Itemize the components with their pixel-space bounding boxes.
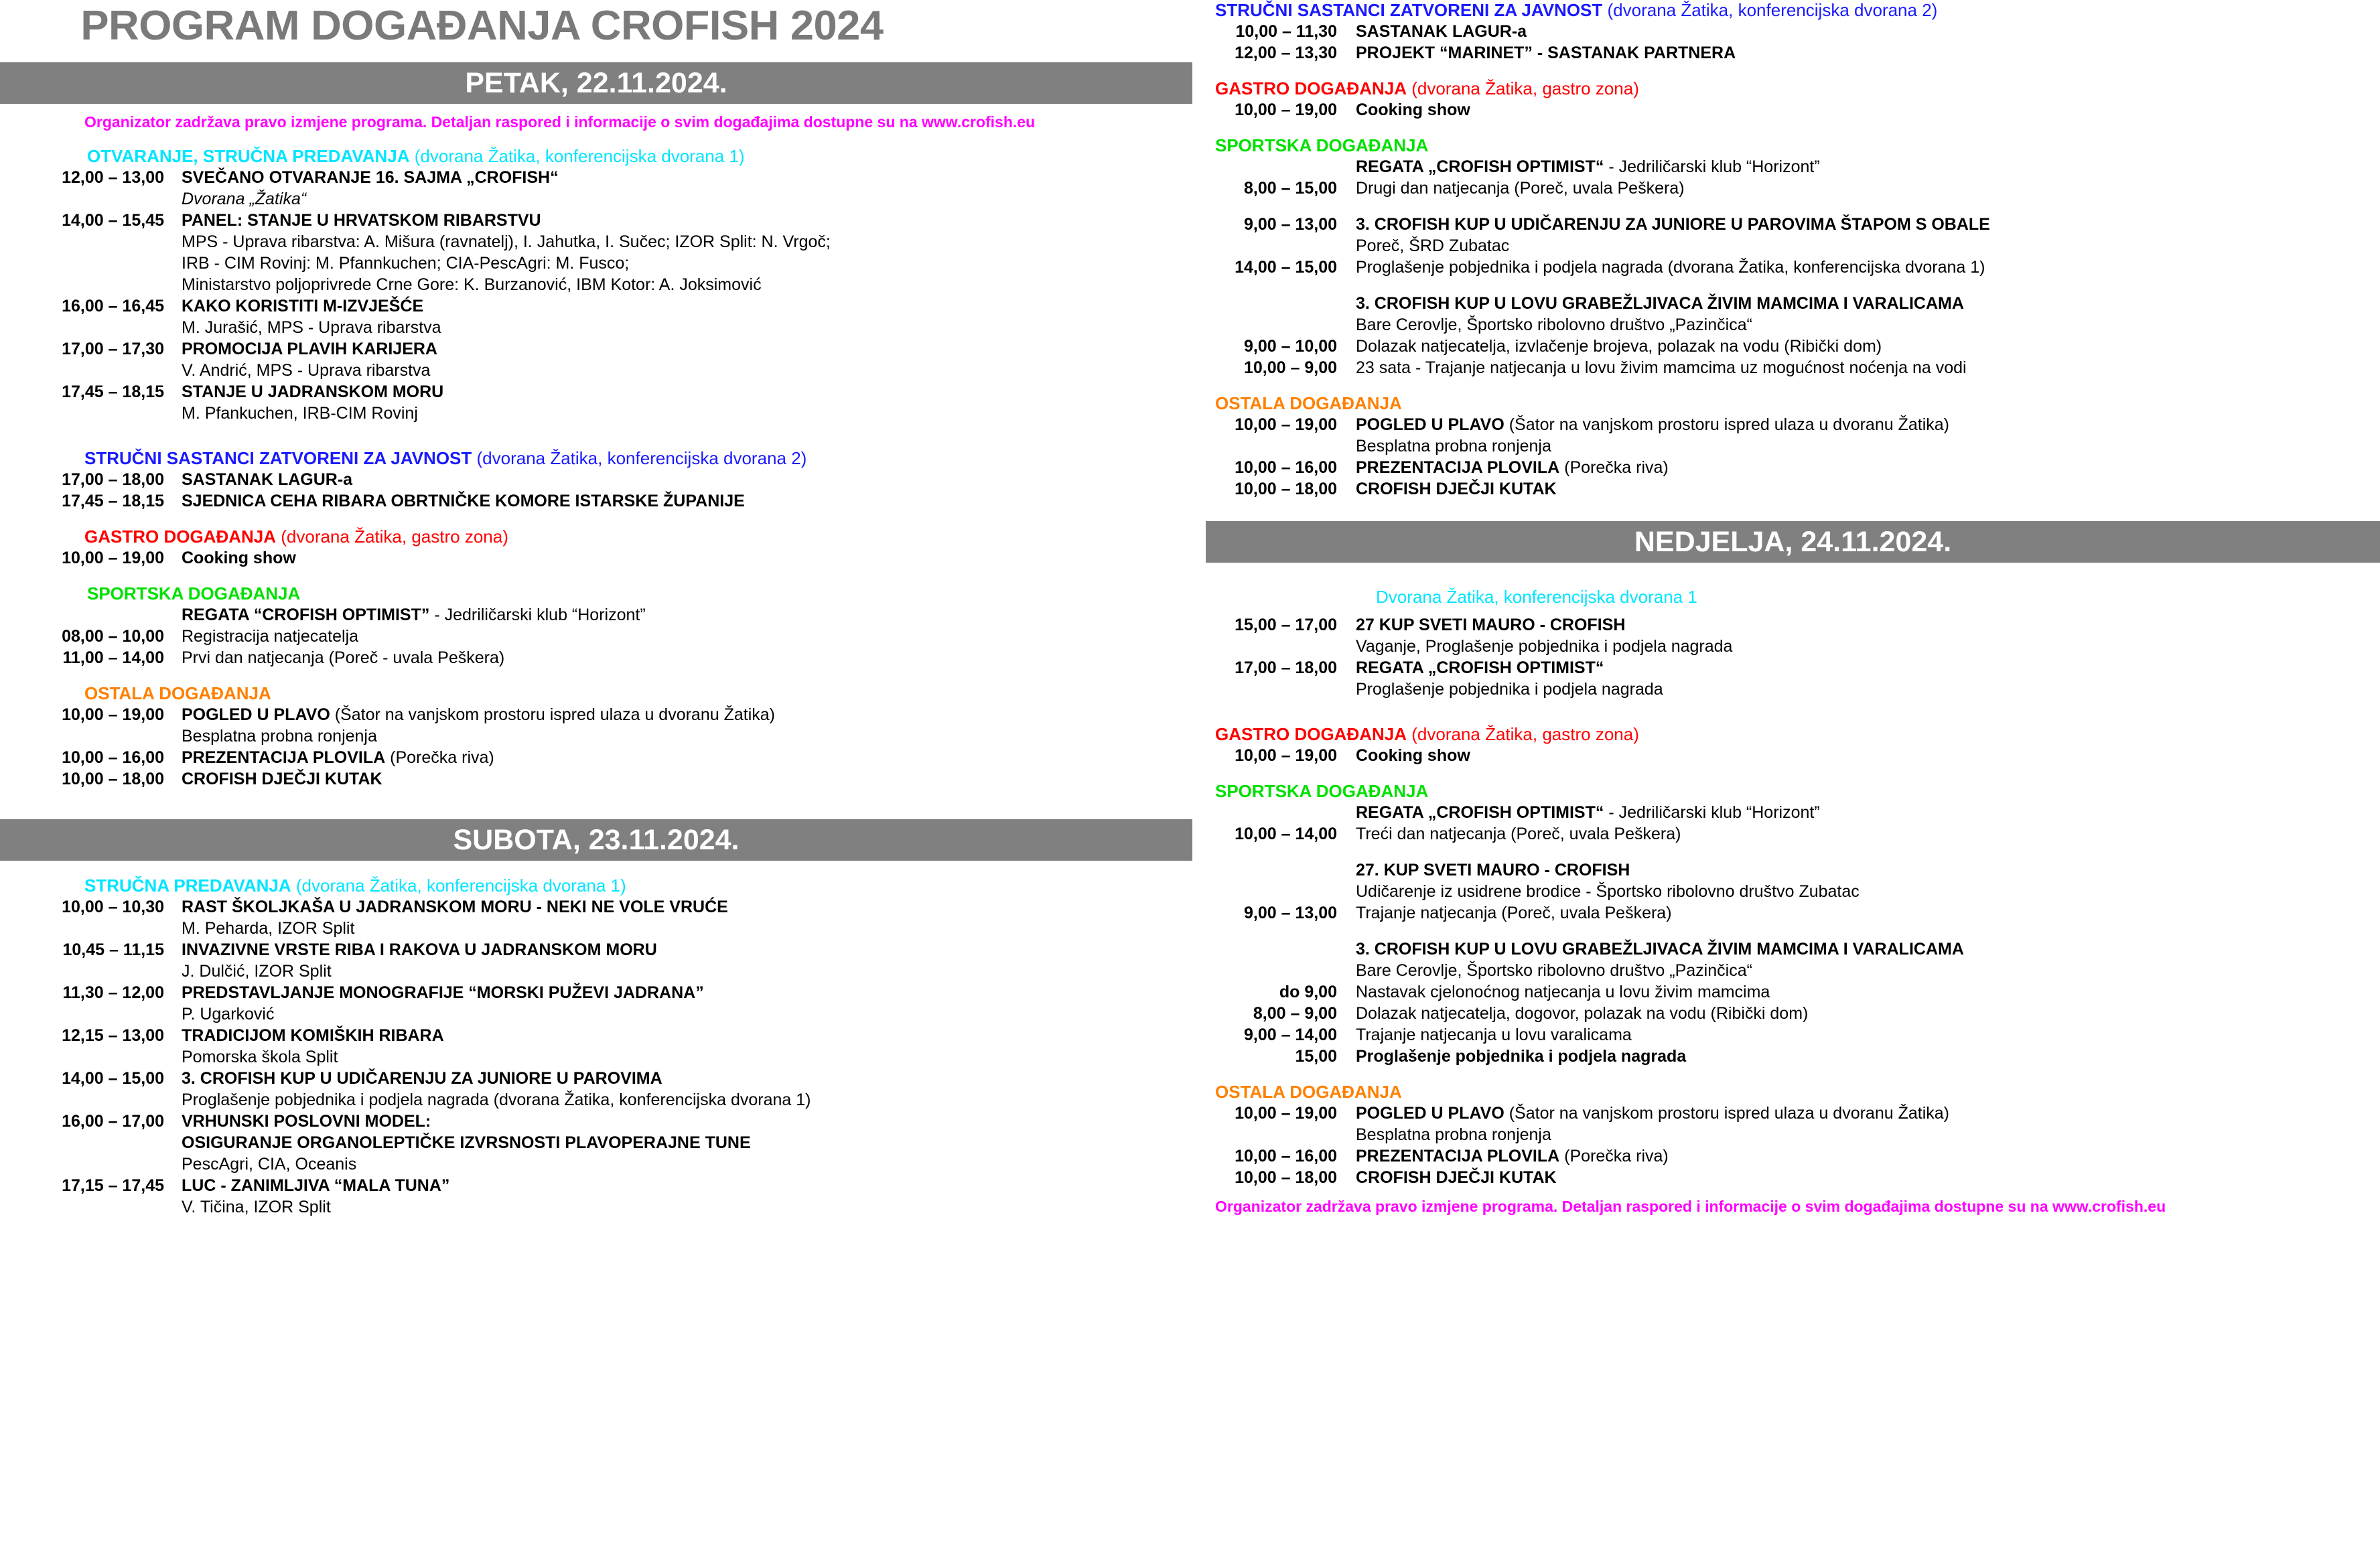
schedule-row — [0, 547, 1206, 569]
day-header-friday: PETAK, 22.11.2024. — [0, 62, 1192, 104]
section-label: STRUČNA PREDAVANJA — [84, 875, 291, 896]
schedule-row — [1206, 960, 2380, 981]
section-heading-sportska-friday — [0, 583, 1206, 604]
schedule-description: RAST ŠKOLJKAŠA U JADRANSKOM MORU - NEKI NE VOLE VRUĆE — [182, 898, 728, 917]
section-heading-sportska-sunday — [1206, 781, 2380, 802]
schedule-row — [1206, 636, 2380, 657]
schedule-description: Drugi dan natjecanja (Poreč, uvala Peškera) — [1356, 179, 1685, 198]
section-label: STRUČNI SASTANCI ZATVORENI ZA JAVNOST — [1215, 0, 1603, 20]
schedule-row — [0, 725, 1206, 747]
schedule-description: IRB - CIM Rovinj: M. Pfannkuchen; CIA-PescAgri: M. Fusco; — [182, 254, 630, 273]
day-header-sunday: NEDJELJA, 24.11.2024. — [1206, 521, 2380, 563]
schedule-time: 10,00 – 19,00 — [1235, 100, 1337, 119]
section-venue: (dvorana Žatika, konferencijska dvorana 2) — [472, 448, 807, 469]
schedule-description: Besplatna probna ronjenja — [1356, 437, 1551, 455]
schedule-description-detail: (Šator na vanjskom prostoru ispred ulaza u dvoranu Žatika) — [1504, 415, 1949, 434]
schedule-description: Nastavak cjelonoćnog natjecanja u lovu živim mamcima — [1356, 983, 1770, 1001]
schedule-description: Pomorska škola Split — [182, 1048, 338, 1067]
section-label: GASTRO DOGAĐANJA — [1215, 724, 1407, 744]
schedule-row — [0, 1025, 1206, 1046]
schedule-row — [1206, 657, 2380, 679]
schedule-row — [0, 1153, 1206, 1175]
schedule-description-detail: (Porečka riva) — [1559, 1147, 1669, 1166]
saturday-ostala-rows — [1206, 414, 2380, 500]
section-label: GASTRO DOGAĐANJA — [1215, 78, 1407, 98]
schedule-row — [1206, 745, 2380, 766]
schedule-description — [164, 604, 1206, 626]
schedule-description: Dolazak natjecatelja, izvlačenje brojeva, polazak na vodu (Ribički dom) — [1356, 337, 1882, 356]
section-label: SPORTSKA DOGAĐANJA — [1215, 781, 1429, 801]
schedule-row — [1206, 336, 2380, 357]
schedule-time: 10,00 – 19,00 — [1235, 746, 1337, 765]
schedule-description-title: PREZENTACIJA PLOVILA — [1356, 1147, 1560, 1166]
saturday-predavanja-rows — [0, 896, 1206, 1218]
section-heading-gastro-friday — [0, 526, 1206, 547]
schedule-time: 15,00 — [1295, 1047, 1337, 1066]
schedule-time: 8,00 – 9,00 — [1253, 1004, 1337, 1023]
schedule-row — [1206, 478, 2380, 500]
schedule-row — [1206, 414, 2380, 435]
schedule-time: 9,00 – 13,00 — [1243, 904, 1337, 922]
schedule-description: V. Andrić, MPS - Uprava ribarstva — [182, 361, 431, 380]
section-heading-sportska-saturday — [1206, 135, 2380, 156]
schedule-description-detail: - Jedriličarski klub “Horizont” — [1604, 803, 1820, 822]
schedule-description: 3. CROFISH KUP U LOVU GRABEŽLJIVACA ŽIVIM MAMCIMA I VARALICAMA — [1356, 294, 1964, 313]
schedule-row — [1206, 902, 2380, 924]
schedule-description-title: REGATA „CROFISH OPTIMIST“ — [1356, 803, 1604, 822]
section-heading-dvorana-zatika — [1206, 587, 2380, 608]
schedule-row — [1206, 178, 2380, 199]
schedule-description: INVAZIVNE VRSTE RIBA I RAKOVA U JADRANSKOM MORU — [182, 940, 657, 960]
schedule-description — [1337, 457, 2380, 478]
schedule-description: LUC - ZANIMLJIVA “MALA TUNA” — [182, 1176, 450, 1196]
schedule-time: 10,45 – 11,15 — [62, 940, 164, 960]
schedule-time: 10,00 – 19,00 — [1235, 415, 1337, 434]
schedule-description: Vaganje, Proglašenje pobjednika i podjela nagrada — [1356, 637, 1733, 656]
schedule-row — [1206, 457, 2380, 478]
schedule-time: 14,00 – 15,45 — [62, 211, 164, 230]
row-spacer — [1206, 924, 2380, 938]
schedule-description: TRADICIJOM KOMIŠKIH RIBARA — [182, 1026, 444, 1046]
schedule-description-detail: (Šator na vanjskom prostoru ispred ulaza u dvoranu Žatika) — [1504, 1104, 1949, 1123]
saturday-sportska-rows — [1206, 156, 2380, 378]
schedule-description: Proglašenje pobjednika i podjela nagrada — [1356, 680, 1663, 699]
schedule-row — [0, 381, 1206, 403]
schedule-time: 15,00 – 17,00 — [1235, 616, 1337, 634]
section-label: SPORTSKA DOGAĐANJA — [1215, 135, 1429, 155]
schedule-row — [1206, 214, 2380, 235]
section-heading-strucni-sastanci-saturday — [1206, 0, 2380, 21]
schedule-row — [0, 167, 1206, 188]
schedule-time: 17,00 – 18,00 — [62, 470, 164, 490]
schedule-row — [1206, 881, 2380, 902]
schedule-row — [1206, 679, 2380, 700]
section-venue: (dvorana Žatika, konferencijska dvorana 1) — [409, 146, 745, 167]
schedule-description-detail: (Šator na vanjskom prostoru ispred ulaza u dvoranu Žatika) — [330, 705, 775, 725]
schedule-row — [0, 1196, 1206, 1218]
schedule-description: Proglašenje pobjednika i podjela nagrada — [1356, 1047, 1687, 1066]
schedule-time: 17,00 – 17,30 — [62, 340, 164, 359]
schedule-row — [0, 274, 1206, 295]
schedule-description: 27 KUP SVETI MAURO - CROFISH — [1356, 616, 1626, 634]
schedule-row — [1206, 235, 2380, 257]
schedule-row — [1206, 859, 2380, 881]
saturday-gastro-rows — [1206, 99, 2380, 121]
right-column — [1206, 0, 2380, 1552]
schedule-time: 10,00 – 19,00 — [1235, 1104, 1337, 1123]
schedule-time: 10,00 – 18,00 — [1235, 480, 1337, 498]
section-venue: (dvorana Žatika, konferencijska dvorana 2) — [1602, 0, 1938, 20]
program-notice-top: Organizator zadržava pravo izmjene programa. Detaljan raspored i informacije o svim događajima dostupne su na www.crofish.eu — [84, 113, 1036, 131]
section-heading-ostala-sunday — [1206, 1082, 2380, 1103]
schedule-description: Cooking show — [182, 549, 296, 568]
schedule-time: 08,00 – 10,00 — [62, 627, 164, 646]
schedule-row — [1206, 614, 2380, 636]
schedule-description: J. Dulčić, IZOR Split — [182, 962, 332, 981]
schedule-description — [1337, 414, 2380, 435]
schedule-description: Cooking show — [1356, 746, 1470, 765]
schedule-row — [0, 317, 1206, 338]
schedule-row — [1206, 823, 2380, 845]
schedule-row — [1206, 1024, 2380, 1046]
schedule-row — [1206, 981, 2380, 1003]
schedule-description-title: POGLED U PLAVO — [1356, 1104, 1504, 1123]
sunday-ostala-rows — [1206, 1103, 2380, 1188]
schedule-time: do 9,00 — [1279, 983, 1337, 1001]
schedule-description: Proglašenje pobjednika i podjela nagrada (dvorana Žatika, konferencijska dvorana 1) — [1356, 258, 1985, 277]
schedule-description: M. Pfankuchen, IRB-CIM Rovinj — [182, 404, 418, 423]
schedule-row — [1206, 1103, 2380, 1124]
schedule-time: 16,00 – 17,00 — [62, 1112, 164, 1131]
schedule-row — [1206, 293, 2380, 314]
schedule-row — [0, 704, 1206, 725]
schedule-description: PROJEKT “MARINET” - SASTANAK PARTNERA — [1356, 44, 1736, 62]
row-spacer — [1206, 278, 2380, 293]
schedule-time: 10,00 – 11,30 — [1235, 22, 1337, 41]
schedule-description — [1337, 1103, 2380, 1124]
schedule-time: 10,00 – 14,00 — [1235, 825, 1337, 843]
schedule-row — [1206, 257, 2380, 278]
schedule-description — [1337, 156, 2380, 178]
section-label: GASTRO DOGAĐANJA — [84, 526, 277, 547]
schedule-description: VRHUNSKI POSLOVNI MODEL: — [182, 1112, 431, 1131]
schedule-description: Prvi dan natjecanja (Poreč - uvala Peškera) — [182, 648, 505, 668]
schedule-time: 10,00 – 19,00 — [62, 705, 164, 725]
schedule-time: 10,00 – 18,00 — [1235, 1168, 1337, 1187]
schedule-description: Bare Cerovlje, Športsko ribolovno društvo „Pazinčica“ — [1356, 315, 1752, 334]
schedule-row — [1206, 1167, 2380, 1188]
schedule-description: SJEDNICA CEHA RIBARA OBRTNIČKE KOMORE ISTARSKE ŽUPANIJE — [182, 492, 745, 511]
schedule-time: 11,00 – 14,00 — [62, 648, 164, 668]
schedule-time: 10,00 – 18,00 — [62, 770, 164, 789]
schedule-row — [0, 961, 1206, 982]
schedule-description-title: POGLED U PLAVO — [182, 705, 330, 725]
schedule-row — [0, 626, 1206, 647]
schedule-description: PREDSTAVLJANJE MONOGRAFIJE “MORSKI PUŽEVI JADRANA” — [182, 983, 704, 1003]
section-heading-ostala-saturday — [1206, 393, 2380, 414]
schedule-description: 23 sata - Trajanje natjecanja u lovu živim mamcima uz mogućnost noćenja na vodi — [1356, 358, 1967, 377]
schedule-row — [1206, 314, 2380, 336]
schedule-description: Udičarenje iz usidrene brodice - Športsko ribolovno društvo Zubatac — [1356, 882, 1860, 901]
friday-otvaranje-rows — [0, 167, 1206, 424]
schedule-row — [0, 647, 1206, 668]
schedule-description: REGATA „CROFISH OPTIMIST“ — [1356, 658, 1604, 677]
schedule-description: Poreč, ŠRD Zubatac — [1356, 236, 1510, 255]
schedule-row — [0, 231, 1206, 253]
schedule-description: PROMOCIJA PLAVIH KARIJERA — [182, 340, 437, 359]
schedule-time: 16,00 – 16,45 — [62, 297, 164, 316]
schedule-row — [0, 1089, 1206, 1111]
schedule-description-detail: - Jedriličarski klub “Horizont” — [1604, 157, 1820, 176]
section-venue: (dvorana Žatika, gastro zona) — [276, 526, 508, 547]
section-heading-strucna-predavanja — [0, 875, 1206, 896]
schedule-time: 10,00 – 16,00 — [62, 748, 164, 768]
schedule-row — [0, 896, 1206, 918]
schedule-row — [1206, 1046, 2380, 1067]
section-venue: (dvorana Žatika, konferencijska dvorana 1) — [291, 875, 626, 896]
schedule-row — [1206, 1145, 2380, 1167]
schedule-description: CROFISH DJEČJI KUTAK — [1356, 1168, 1557, 1187]
schedule-description: PescAgri, CIA, Oceanis — [182, 1155, 357, 1174]
schedule-description: CROFISH DJEČJI KUTAK — [182, 770, 382, 789]
section-heading-ostala-friday — [0, 683, 1206, 704]
section-label: OSTALA DOGAĐANJA — [1215, 393, 1402, 413]
section-venue: (dvorana Žatika, gastro zona) — [1407, 78, 1639, 98]
section-heading-gastro-sunday — [1206, 724, 2380, 745]
schedule-description: 27. KUP SVETI MAURO - CROFISH — [1356, 861, 1630, 879]
schedule-description-detail: - Jedriličarski klub “Horizont” — [429, 606, 646, 625]
section-label: SPORTSKA DOGAĐANJA — [87, 583, 301, 604]
section-label: OSTALA DOGAĐANJA — [1215, 1082, 1402, 1102]
schedule-row — [0, 469, 1206, 490]
sunday-gastro-rows — [1206, 745, 2380, 766]
schedule-description: Registracija natjecatelja — [182, 627, 359, 646]
schedule-description: CROFISH DJEČJI KUTAK — [1356, 480, 1557, 498]
schedule-row — [1206, 99, 2380, 121]
schedule-time: 17,45 – 18,15 — [62, 492, 164, 511]
schedule-time: 17,15 – 17,45 — [62, 1176, 164, 1196]
schedule-time: 12,15 – 13,00 — [62, 1026, 164, 1046]
schedule-description-title: PREZENTACIJA PLOVILA — [182, 748, 386, 768]
schedule-row — [1206, 42, 2380, 64]
sunday-dvorana-rows — [1206, 614, 2380, 700]
schedule-description: Ministarstvo poljoprivrede Crne Gore: K. Burzanović, IBM Kotor: A. Joksimović — [182, 275, 762, 295]
schedule-row — [0, 338, 1206, 360]
schedule-time: 17,45 – 18,15 — [62, 382, 164, 402]
schedule-row — [0, 747, 1206, 768]
schedule-description: STANJE U JADRANSKOM MORU — [182, 382, 444, 402]
schedule-description: Besplatna probna ronjenja — [182, 727, 377, 746]
schedule-description: MPS - Uprava ribarstva: A. Mišura (ravnatelj), I. Jahutka, I. Sučec; IZOR Split: N. Vrgoč; — [182, 232, 831, 252]
saturday-sastanci-rows — [1206, 21, 2380, 64]
schedule-description: Treći dan natjecanja (Poreč, uvala Peškera) — [1356, 825, 1681, 843]
friday-sastanci-rows — [0, 469, 1206, 512]
schedule-row — [0, 768, 1206, 790]
schedule-row — [0, 360, 1206, 381]
schedule-description: M. Peharda, IZOR Split — [182, 919, 355, 938]
schedule-time: 10,00 – 9,00 — [1243, 358, 1337, 377]
friday-ostala-rows — [0, 704, 1206, 790]
schedule-time: 14,00 – 15,00 — [62, 1069, 164, 1088]
schedule-time: 10,00 – 19,00 — [62, 549, 164, 568]
section-heading-strucni-sastanci-friday — [0, 448, 1206, 469]
schedule-description — [164, 704, 1206, 725]
schedule-description-title: POGLED U PLAVO — [1356, 415, 1504, 434]
schedule-row — [0, 939, 1206, 961]
schedule-row — [0, 604, 1206, 626]
schedule-description: Bare Cerovlje, Športsko ribolovno društvo „Pazinčica“ — [1356, 961, 1752, 980]
friday-gastro-rows — [0, 547, 1206, 569]
schedule-time: 9,00 – 14,00 — [1243, 1026, 1337, 1044]
schedule-row — [0, 1068, 1206, 1089]
schedule-time: 12,00 – 13,00 — [62, 168, 164, 188]
schedule-description-title: REGATA “CROFISH OPTIMIST” — [182, 606, 430, 625]
schedule-time: 17,00 – 18,00 — [1235, 658, 1337, 677]
schedule-row — [1206, 938, 2380, 960]
schedule-time: 9,00 – 13,00 — [1243, 215, 1337, 234]
schedule-time: 10,00 – 16,00 — [1235, 1147, 1337, 1166]
schedule-description: OSIGURANJE ORGANOLEPTIČKE IZVRSNOSTI PLAVOPERAJNE TUNE — [182, 1133, 751, 1153]
schedule-description: 3. CROFISH KUP U UDIČARENJU ZA JUNIORE U PAROVIMA ŠTAPOM S OBALE — [1356, 215, 1990, 234]
page-title: PROGRAM DOGAĐANJA CROFISH 2024 — [80, 3, 884, 49]
schedule-description: P. Ugarković — [182, 1005, 275, 1024]
schedule-row — [0, 1111, 1206, 1132]
schedule-description: 3. CROFISH KUP U LOVU GRABEŽLJIVACA ŽIVIM MAMCIMA I VARALICAMA — [1356, 940, 1964, 959]
schedule-description: Dolazak natjecatelja, dogovor, polazak na vodu (Ribički dom) — [1356, 1004, 1809, 1023]
schedule-description: Trajanje natjecanja u lovu varalicama — [1356, 1026, 1632, 1044]
schedule-time: 14,00 – 15,00 — [1235, 258, 1337, 277]
schedule-row — [1206, 156, 2380, 178]
schedule-description: V. Tičina, IZOR Split — [182, 1198, 331, 1217]
schedule-description — [1337, 802, 2380, 823]
schedule-row — [1206, 1003, 2380, 1024]
schedule-time: 10,00 – 10,30 — [62, 898, 164, 917]
schedule-time: 9,00 – 10,00 — [1243, 337, 1337, 356]
schedule-description: Trajanje natjecanja (Poreč, uvala Peškera) — [1356, 904, 1672, 922]
schedule-description: PANEL: STANJE U HRVATSKOM RIBARSTVU — [182, 211, 541, 230]
schedule-row — [0, 403, 1206, 424]
schedule-row — [0, 1046, 1206, 1068]
schedule-row — [0, 1003, 1206, 1025]
schedule-time: 10,00 – 16,00 — [1235, 458, 1337, 477]
schedule-description: M. Jurašić, MPS - Uprava ribarstva — [182, 318, 441, 338]
program-notice-bottom: Organizator zadržava pravo izmjene programa. Detaljan raspored i informacije o svim događajima dostupne su na www.crofish.eu — [1215, 1198, 2166, 1215]
friday-sportska-rows — [0, 604, 1206, 668]
schedule-row — [0, 253, 1206, 274]
schedule-description-title: PREZENTACIJA PLOVILA — [1356, 458, 1560, 477]
section-label: OTVARANJE, STRUČNA PREDAVANJA — [87, 146, 410, 167]
schedule-description: Proglašenje pobjednika i podjela nagrada (dvorana Žatika, konferencijska dvorana 1) — [182, 1090, 811, 1110]
schedule-description: Dvorana „Žatika“ — [182, 190, 307, 209]
schedule-time: 12,00 – 13,30 — [1235, 44, 1337, 62]
section-venue: (dvorana Žatika, gastro zona) — [1407, 724, 1639, 744]
schedule-row — [1206, 1124, 2380, 1145]
schedule-description-detail: (Porečka riva) — [1559, 458, 1669, 477]
schedule-row — [0, 982, 1206, 1003]
schedule-description: SASTANAK LAGUR-a — [182, 470, 353, 490]
schedule-time: 8,00 – 15,00 — [1243, 179, 1337, 198]
schedule-description-title: REGATA „CROFISH OPTIMIST“ — [1356, 157, 1604, 176]
schedule-row — [1206, 21, 2380, 42]
schedule-description: 3. CROFISH KUP U UDIČARENJU ZA JUNIORE U PAROVIMA — [182, 1069, 662, 1088]
schedule-time: 11,30 – 12,00 — [62, 983, 164, 1003]
section-label: Dvorana Žatika, konferencijska dvorana 1 — [1376, 587, 1697, 607]
schedule-row — [0, 1175, 1206, 1196]
schedule-description: KAKO KORISTITI M-IZVJEŠĆE — [182, 297, 424, 316]
schedule-row — [0, 188, 1206, 210]
day-header-saturday: SUBOTA, 23.11.2024. — [0, 819, 1192, 861]
schedule-row — [0, 210, 1206, 231]
row-spacer — [1206, 845, 2380, 859]
section-label: OSTALA DOGAĐANJA — [84, 683, 271, 704]
schedule-row — [1206, 802, 2380, 823]
schedule-row — [0, 918, 1206, 939]
section-heading-gastro-saturday — [1206, 78, 2380, 99]
schedule-description: Cooking show — [1356, 100, 1470, 119]
schedule-row — [0, 490, 1206, 512]
schedule-description — [164, 747, 1206, 768]
schedule-row — [1206, 435, 2380, 457]
sunday-sportska-rows — [1206, 802, 2380, 1067]
section-heading-otvaranje — [0, 146, 1206, 167]
schedule-row — [0, 295, 1206, 317]
schedule-row — [0, 1132, 1206, 1153]
schedule-description: SASTANAK LAGUR-a — [1356, 22, 1527, 41]
schedule-row — [1206, 357, 2380, 378]
row-spacer — [1206, 199, 2380, 214]
schedule-description-detail: (Porečka riva) — [385, 748, 494, 768]
schedule-description: Besplatna probna ronjenja — [1356, 1125, 1551, 1144]
schedule-description: SVEČANO OTVARANJE 16. SAJMA „CROFISH“ — [182, 168, 559, 188]
section-label: STRUČNI SASTANCI ZATVORENI ZA JAVNOST — [84, 448, 472, 469]
schedule-description — [1337, 1145, 2380, 1167]
